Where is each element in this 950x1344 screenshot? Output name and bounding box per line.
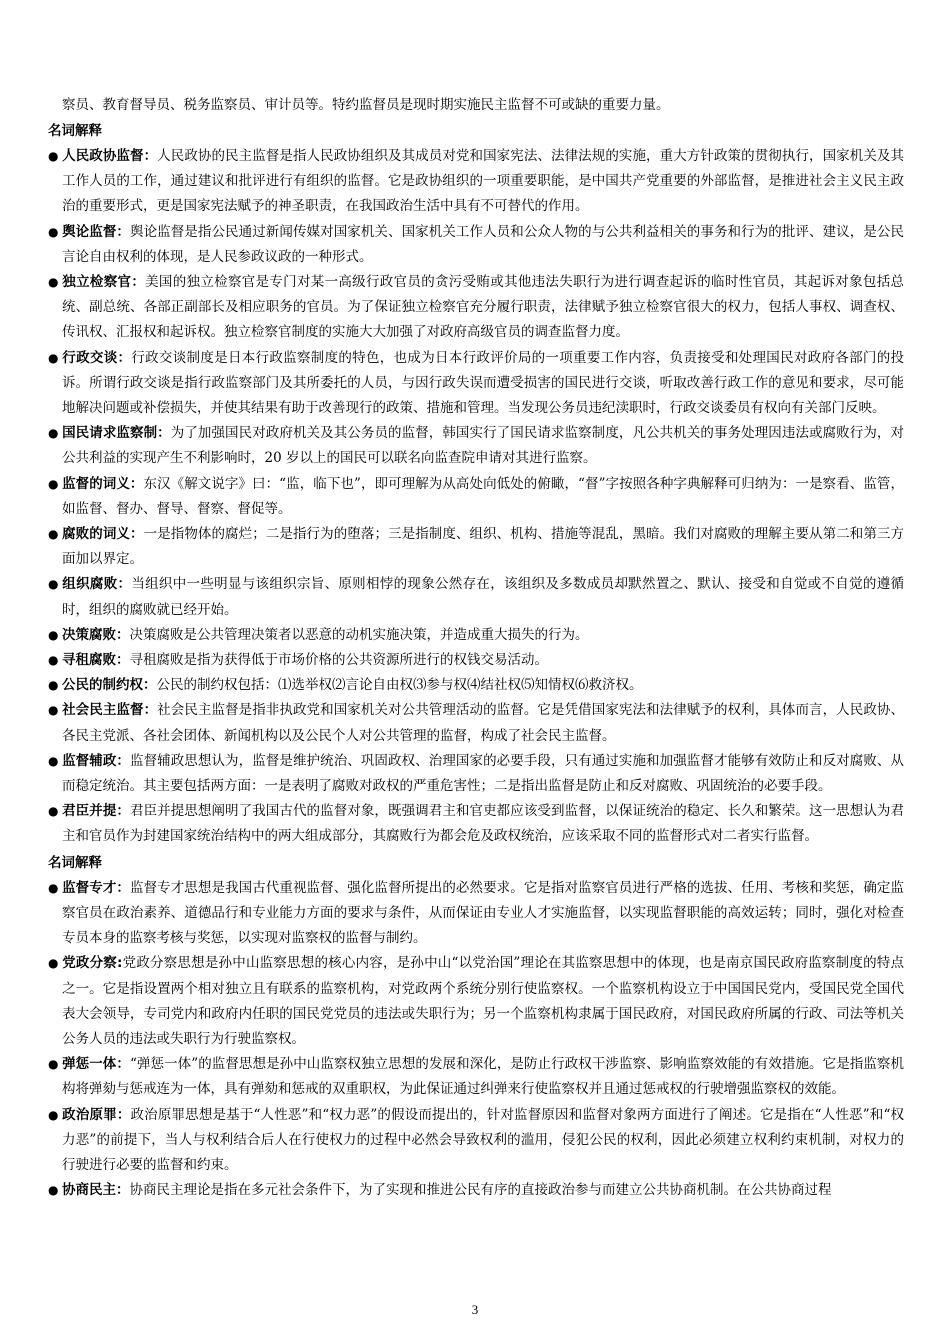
definition-list-1 (48, 144, 904, 850)
bullet-icon: ● (48, 1107, 59, 1122)
bullet-icon: ● (48, 653, 59, 668)
definition-text: 东汉《解文说字》曰：“监，临下也”，即可理解为从高处向低处的俯瞰，“督”字按照各种字典解释可归纳为：一是察看、监管，如监督、督办、督导、督察、督促等。 (62, 475, 904, 517)
definition-entry (48, 522, 904, 572)
definition-entry (48, 876, 904, 952)
definition-text: 公民的制约权包括：⑴选举权⑵言论自由权⑶参与权⑷结社权⑸知情权⑹救济权。 (156, 677, 643, 694)
definition-text: 寻租腐败是指为获得低于市场价格的公共资源所进行的权钱交易活动。 (129, 652, 548, 669)
definition-entry (48, 270, 904, 346)
bullet-icon: ● (48, 577, 59, 592)
definition-text: 协商民主理论是指在多元社会条件下，为了实现和推进公民有序的直接政治参与而建立公共协商机制。在公共协商过程 (129, 1182, 832, 1199)
definition-text: 一是指物体的腐烂；二是指行为的堕落；三是指制度、组织、机构、措施等混乱，黑暗。我们对腐败的理解主要从第二和第三方面加以界定。 (62, 526, 905, 568)
bullet-icon: ● (48, 678, 59, 693)
document-page (48, 93, 904, 1203)
definition-term: 协商民主： (62, 1182, 130, 1199)
definition-term: 寻租腐败： (62, 652, 130, 669)
definition-text: 监督专才思想是我国古代重视监督、强化监督所提出的必然要求。它是指对监察官员进行严格的选拔、任用、考核和奖惩，确定监察官员在政治素养、道德品行和专业能力方面的要求与条件，从而保证由专业人才实施监督，以实现监督职能的高效运转；同时，强化对检查专员本身的监察考核与奖惩，以实现对监察权的监督与制约。 (62, 879, 904, 947)
bullet-icon: ● (48, 476, 59, 491)
definition-term: 政治原罪： (62, 1106, 131, 1123)
definition-list-2 (48, 876, 904, 1204)
definition-text: 当组织中一些明显与该组织宗旨、原则相悖的现象公然存在，该组织及多数成员却默然置之、默认、接受和自觉或不自觉的遵循时，组织的腐败就已经开始。 (62, 576, 905, 618)
bullet-icon: ● (48, 703, 59, 718)
definition-term: 监督的词义： (62, 475, 144, 492)
bullet-icon: ● (48, 275, 59, 290)
definition-entry (48, 648, 904, 673)
definition-text: 社会民主监督是指非执政党和国家机关对公共管理活动的监督。它是凭借国家宪法和法律赋予的权利，具体而言，人民政协、各民主党派、各社会团体、新闻机构以及公民个人对公共管理的监督，构成了社会民主监督。 (62, 702, 905, 744)
section-heading-2: 名词解释 (48, 854, 102, 871)
definition-text: 美国的独立检察官是专门对某一高级行政官员的贪污受贿或其他违法失职行为进行调查起诉的临时性官员，其起诉对象包括总统、副总统、各部正副部长及相应职务的官员。为了保证独立检察官充分履行职责，法律赋予独立检察官很大的权力，包括人事权、调查权、传讯权、汇报权和起诉权。独立检察官制度的实施大大加强了对政府高级官员的调查监督力度。 (62, 274, 905, 341)
bullet-icon: ● (48, 1057, 59, 1072)
definition-text: 人民政协的民主监督是指人民政协组织及其成员对党和国家宪法、法律法规的实施，重大方针政策的贯彻执行，国家机关及其工作人员的工作，通过建议和批评进行有组织的监督。它是政协组织的一项重要职能，是中国共产党重要的外部监督，是推进社会主义民主政治的重要形式，更是国家宪法赋予的神圣职责，在我国政治生活中具有不可替代的作用。 (62, 148, 905, 215)
definition-text: “弹惩一体”的监督思想是孙中山监察权独立思想的发展和深化，是防止行政权干涉监察、影响监察效能的有效措施。它是指监察机构将弹劾与惩戒连为一体，具有弹劾和惩戒的双重职权，为此保证通过纠弹来行使监察权并且通过惩戒权的行驶增强监察权的效能。 (62, 1056, 904, 1098)
bullet-icon: ● (48, 753, 59, 768)
definition-entry (48, 220, 904, 270)
definition-term: 舆论监督： (62, 223, 130, 240)
definition-entry (48, 673, 904, 698)
definition-entry (48, 1052, 904, 1102)
bullet-icon: ● (48, 224, 59, 239)
definition-entry (48, 749, 904, 799)
definition-term: 党政分察: (62, 955, 123, 972)
definition-entry (48, 1103, 904, 1179)
definition-entry (48, 698, 904, 748)
definition-term: 监督辅政： (62, 752, 130, 769)
definition-term: 行政交谈： (62, 349, 132, 366)
definition-entry (48, 472, 904, 522)
definition-term: 监督专才： (62, 879, 130, 896)
definition-term: 独立检察官： (62, 274, 146, 291)
definition-entry (48, 346, 904, 422)
bullet-icon: ● (48, 350, 59, 365)
page-number: 3 (471, 1302, 479, 1317)
bullet-icon: ● (48, 1183, 59, 1198)
definition-term: 社会民主监督： (62, 702, 158, 719)
definition-text: 君臣并提思想阐明了我国古代的监督对象，既强调君主和官吏都应该受到监督，以保证统治的稳定、长久和繁荣。这一思想认为君主和官员作为封建国家统治结构中的两大组成部分，其腐败行为都会危及政权统治，应该采取不同的监督形式对二者实行监督。 (62, 803, 904, 845)
definition-text: 行政交谈制度是日本行政监察制度的特色，也成为日本行政评价局的一项重要工作内容，负责接受和处理国民对政府各部门的投诉。所谓行政交谈是指行政监察部门及其所委托的人员，与因行政失误而遭受损害的国民进行交谈，听取改善行政工作的意见和要求，尽可能地解决问题或补偿损失，并使其结果有助于改善现行的政策、措施和管理。当发现公务员违纪渎职时，行政交谈委员有权向有关部门反映。 (62, 349, 905, 417)
definition-entry (48, 951, 904, 1052)
bullet-icon: ● (48, 426, 59, 441)
definition-text: 政治原罪思想是基于“人性恶”和“权力恶”的假设而提出的，针对监督原因和监督对象两方面进行了阐述。它是指在“人性恶”和“权力恶”的前提下，当人与权利结合后人在行使权力的过程中必然会导致权利的滥用，侵犯公民的权利，因此必须建立权利约束机制，对权力的行驶进行必要的监督和约束。 (62, 1106, 905, 1173)
definition-term: 人民政协监督： (62, 148, 158, 164)
definition-entry (48, 421, 904, 471)
definition-text: 为了加强国民对政府机关及其公务员的监督，韩国实行了国民请求监察制度，凡公共机关的事务处理因违法或腐败行为，对公共利益的实现产生不利影响时，20 岁以上的国民可以联名向监查院申请对其进行监察。 (62, 425, 905, 467)
definition-text: 舆论监督是指公民通过新闻传媒对国家机关、国家机关工作人员和公众人物的与公共利益相关的事务和行为的批评、建议，是公民言论自由权利的体现，是人民参政议政的一种形式。 (62, 223, 904, 265)
definition-term: 弹惩一体： (62, 1056, 130, 1073)
bullet-icon: ● (48, 880, 59, 895)
definition-entry (48, 572, 904, 622)
bullet-icon: ● (48, 149, 59, 163)
definition-term: 国民请求监察制： (62, 425, 171, 442)
definition-term: 公民的制约权： (62, 677, 157, 694)
bullet-icon: ● (48, 804, 59, 819)
definition-term: 组织腐败： (62, 576, 132, 593)
definition-entry (48, 1178, 904, 1203)
definition-entry (48, 623, 904, 648)
section-heading-1: 名词解释 (48, 123, 102, 139)
definition-term: 决策腐败： (62, 626, 130, 643)
bullet-icon: ● (48, 956, 59, 971)
definition-text: 决策腐败是公共管理决策者以恶意的动机实施决策，并造成重大损失的行为。 (129, 626, 589, 643)
definition-text: 党政分察思想是孙中山监察思想的核心内容，是孙中山“以党治国”理论在其监察思想中的体现，也是南京国民政府监察制度的特点之一。它是指设置两个相对独立且有联系的监察机构，对党政两个系统分别行使监察权。一个监察机构设立于中国国民党内，受国民党全国代表大会领导，专司党内和政府内任职的国民党党员的违法或失职行为；另一个监察机构隶属于国民政府，对国民政府所属的行政、司法等机关公务人员的违法或失职行为行驶监察权。 (62, 955, 904, 1047)
definition-text: 监督辅政思想认为，监督是维护统治、巩固政权、治理国家的必要手段，只有通过实施和加强监督才能够有效防止和反对腐败、从而稳定统治。其主要包括两方面：一是表明了腐败对政权的严重危害性；二是指出监督是防止和反对腐败、巩固统治的必要手段。 (62, 752, 904, 795)
definition-entry (48, 144, 904, 220)
definition-term: 腐败的词义： (62, 526, 144, 543)
continuation-paragraph: 察员、教育督导员、税务监察员、审计员等。特约监督员是现时期实施民主监督不可或缺的重要力量。 (62, 97, 670, 113)
bullet-icon: ● (48, 527, 59, 542)
bullet-icon: ● (48, 627, 59, 642)
definition-entry (48, 799, 904, 849)
definition-term: 君臣并提： (62, 803, 130, 820)
